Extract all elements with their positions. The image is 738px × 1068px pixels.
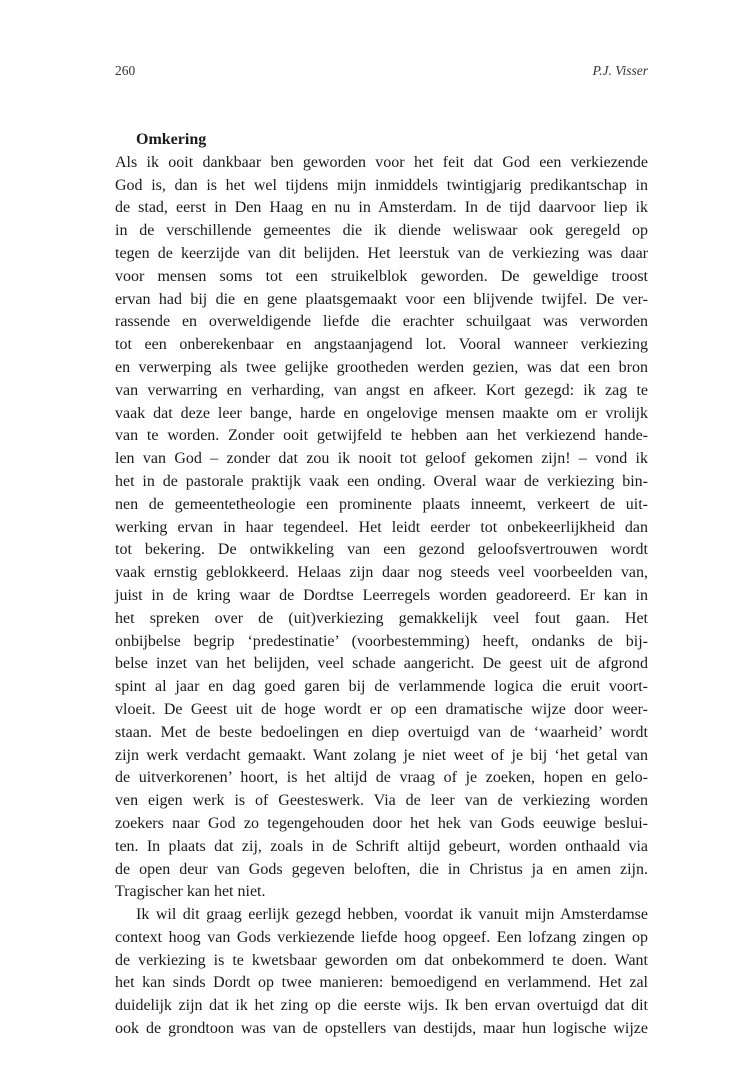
text-line: duidelijk zijn dat ik het zing op die eerste wijs. Ik ben ervan overtuigd dat dit	[115, 997, 648, 1015]
text-line: zijn werk verdacht gemaakt. Want zolang je niet weet of je bij ‘het getal van	[115, 746, 648, 764]
text-line: vaak dat deze leer bange, harde en ongelovige mensen maakte om er vrolijk	[115, 404, 648, 422]
text-line: ten. In plaats dat zij, zoals in de Schrift altijd gebeurt, worden onthaald via	[115, 837, 648, 855]
text-line: werking ervan in haar tegendeel. Het leidt eerder tot onbekeerlijkheid dan	[115, 518, 648, 536]
text-line: Als ik ooit dankbaar ben geworden voor het feit dat God een verkiezende	[115, 153, 648, 171]
text-line: van te worden. Zonder ooit getwijfeld te hebben aan het verkiezend hande-	[115, 427, 648, 445]
text-line: len van God – zonder dat zou ik nooit tot geloof gekomen zijn! – vond ik	[115, 450, 648, 468]
text-line: rassende en overweldigende liefde die erachter schuilgaat was verworden	[115, 313, 648, 331]
text-line: nen de gemeentetheologie een prominente plaats inneemt, verkeert de uit-	[115, 495, 648, 513]
text-line: de verkiezing is te kwetsbaar geworden om dat onbekommerd te doen. Want	[115, 951, 648, 969]
page-number: 260	[115, 63, 136, 78]
running-head-author: P.J. Visser	[592, 63, 648, 78]
text-line: ervan had bij die en gene plaatsgemaakt voor een blijvende twijfel. De ver-	[115, 290, 648, 308]
text-line: spint al jaar en dag goed garen bij de verlammende logica die eruit voort-	[115, 678, 648, 696]
text-line: en verwerping als twee gelijke grootheden werden gezien, was dat een bron	[115, 358, 648, 376]
text-line: tot bekering. De ontwikkeling van een gezond geloofsvertrouwen wordt	[115, 541, 648, 559]
text-line: juist in de kring waar de Dordtse Leerregels worden geadoreerd. Er kan in	[115, 586, 648, 604]
paragraph-1	[115, 152, 648, 904]
text-line: in de verschillende gemeentes die ik diende weliswaar ook geregeld op	[115, 222, 648, 240]
text-line: staan. Met de beste bedoelingen en diep overtuigd van de ‘waarheid’ wordt	[115, 723, 648, 741]
text-line: God is, dan is het wel tijdens mijn inmiddels twintigjarig predikantschap in	[115, 176, 648, 194]
text-line: zoekers naar God zo tegengehouden door het hek van Gods eeuwige beslui-	[115, 814, 648, 832]
text-line: de uitverkorenen’ hoort, is het altijd de vraag of je zoeken, hopen en gelo-	[115, 769, 648, 787]
text-line: Ik wil dit graag eerlijk gezegd hebben, voordat ik vanuit mijn Amsterdamse	[136, 906, 648, 924]
text-line: ven eigen werk is of Geesteswerk. Via de leer van de verkiezing worden	[115, 792, 648, 810]
paragraph-2	[115, 904, 648, 1041]
text-line: tot een onberekenbaar en angstaanjagend lot. Vooral wanneer verkiezing	[115, 336, 648, 354]
text-line: onbijbelse begrip ‘predestinatie’ (voorbestemming) heeft, ondanks de bij-	[115, 632, 648, 650]
text-line: het in de pastorale praktijk vaak een onding. Overal waar de verkiezing bin-	[115, 472, 648, 490]
text-line: de open deur van Gods gegeven beloften, die in Christus ja en amen zijn.	[115, 860, 648, 878]
text-line: voor mensen soms tot een struikelblok geworden. De geweldige troost	[115, 267, 648, 285]
text-line: ook de grondtoon was van de opstellers van destijds, maar hun logische wijze	[115, 1020, 648, 1038]
page-header	[115, 63, 648, 79]
text-line: vaak ernstig geblokkeerd. Helaas zijn daar nog steeds veel voorbeelden van,	[115, 564, 648, 582]
text-line: de stad, eerst in Den Haag en nu in Amsterdam. In de tijd daarvoor liep ik	[115, 199, 648, 217]
text-line: het kan sinds Dordt op twee manieren: bemoedigend en verlammend. Het zal	[115, 974, 648, 992]
text-line: Tragischer kan het niet.	[115, 883, 266, 901]
body-text	[115, 129, 648, 1041]
text-line: tegen de keerzijde van dit belijden. Het leerstuk van de verkiezing was daar	[115, 244, 648, 262]
text-line: van verwarring en verharding, van angst en afkeer. Kort gezegd: ik zag te	[115, 381, 648, 399]
section-heading: Omkering	[136, 131, 207, 148]
text-line: context hoog van Gods verkiezende liefde hoog opgeef. Een lofzang zingen op	[115, 928, 648, 946]
text-line: belse inzet van het belijden, veel schade aangericht. De geest uit de afgrond	[115, 655, 648, 673]
text-line: vloeit. De Geest uit de hoge wordt er op een dramatische wijze door weer-	[115, 700, 648, 718]
text-line: het spreken over de (uit)verkiezing gemakkelijk veel fout gaan. Het	[115, 609, 648, 627]
